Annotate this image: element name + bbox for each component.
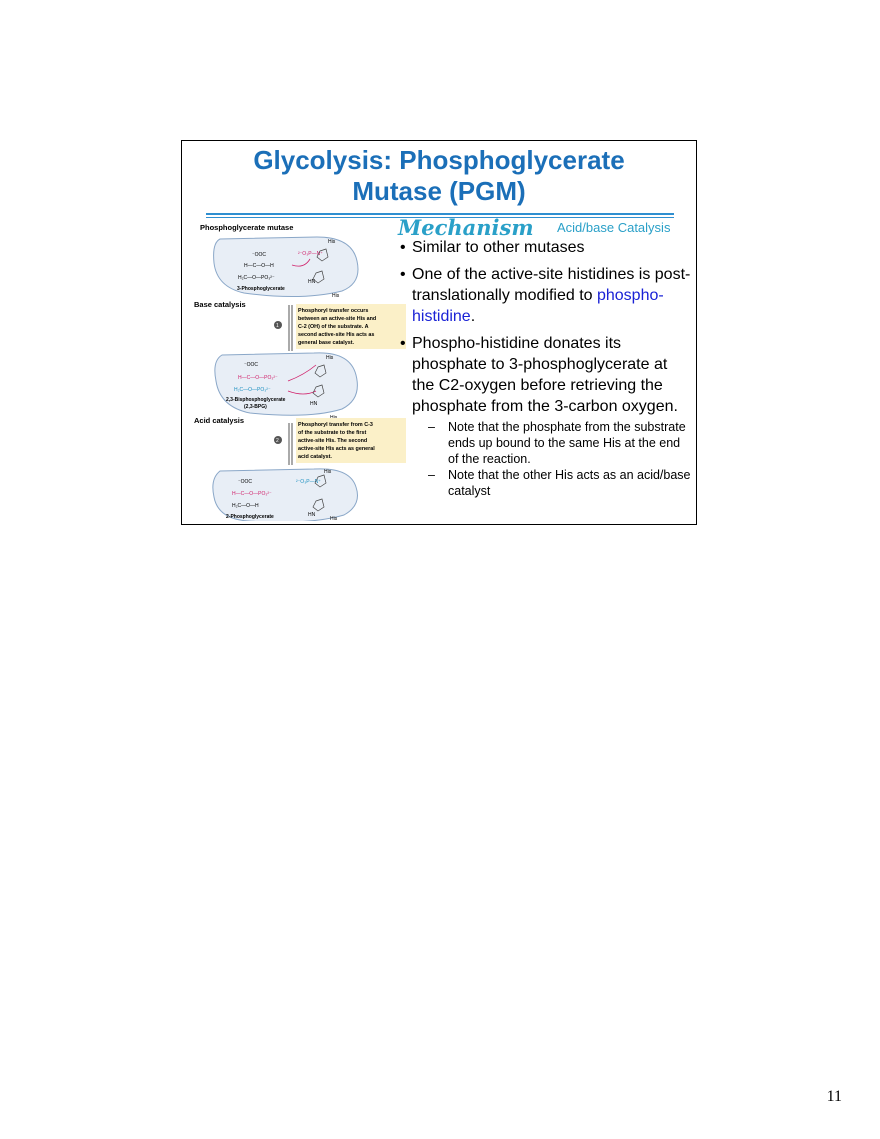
enzyme-shape-2 — [215, 353, 358, 415]
mol3-his-top: His — [324, 469, 332, 475]
bullet-dot: • — [400, 239, 406, 256]
mol2-hcopo: H—C—O—PO₃²⁻ — [238, 375, 278, 381]
step1-line: C-2 (OH) of the substrate. A — [298, 324, 369, 330]
mol2-name: 2,3-Bisphosphoglycerate — [226, 397, 286, 403]
mol1-name: 3-Phosphoglycerate — [237, 286, 285, 292]
base-catalysis-label: Base catalysis — [194, 300, 246, 309]
step1-line: second active-site His acts as — [298, 332, 375, 338]
mol1-hco: H—C—O—H — [244, 263, 274, 269]
mol2-hn: HN — [310, 401, 318, 407]
mechanism-heading: Mechanism — [398, 215, 534, 240]
enzyme-shape-1 — [214, 237, 358, 297]
mol2-his-top: His — [326, 355, 334, 361]
slide-title — [182, 145, 696, 207]
step2-num: 2 — [276, 438, 279, 444]
mol1-his-top: His — [328, 239, 336, 245]
mol3-his-bottom: His — [330, 516, 338, 521]
step2-line: active-site His acts as general — [298, 446, 375, 452]
bullet-text-end: . — [470, 308, 476, 325]
step1-line: between an active-site His and — [298, 316, 377, 322]
mol3-ooc: ⁻OOC — [238, 479, 253, 485]
step2-line: acid catalyst. — [298, 454, 332, 460]
bullet-item — [400, 264, 692, 327]
mol2-ooc: ⁻OOC — [244, 362, 259, 368]
mol1-h2co: H₂C—O—PO₃²⁻ — [238, 275, 275, 281]
step2-line: of the substrate to the first — [298, 430, 367, 436]
sub-bullet-dash: – — [428, 420, 435, 434]
title-line-1: Glycolysis: Phosphoglycerate — [253, 145, 625, 175]
page-number: 11 — [826, 1088, 842, 1105]
title-line-2: Mutase (PGM) — [352, 176, 526, 206]
mol2-abbr: (2,3-BPG) — [244, 404, 267, 410]
bullet-item — [400, 333, 692, 417]
mol2-h2co: H₂C—O—PO₃²⁻ — [234, 387, 271, 393]
sub-bullet-dash: – — [428, 468, 435, 482]
bullet-item — [400, 237, 692, 258]
bullet-text: Similar to other mutases — [412, 239, 585, 256]
mol3-hcopo: H—C—O—PO₃²⁻ — [232, 491, 272, 497]
sub-bullet-item — [400, 467, 692, 499]
mol3-h2coh: H₂C—O—H — [232, 503, 259, 509]
step2-line: active-site His. The second — [298, 438, 368, 444]
step1-line: general base catalyst. — [298, 340, 355, 346]
sub-bullet-text: Note that the phosphate from the substrate ends up bound to the same His at the end of the reaction. — [448, 420, 686, 466]
bullet-text: One of the active-site histidines is post-translationally modified to — [412, 266, 691, 304]
slide — [181, 140, 697, 525]
bullet-text: Phospho-histidine donates its phosphate to 3-phosphoglycerate at the C2-oxygen before retrieving the phosphate from the 3-carbon oxygen. — [412, 335, 678, 415]
mol1-phosphohis: ²⁻O₃P—N⁺ — [298, 251, 323, 257]
sub-bullet-text: Note that the other His acts as an acid/base catalyst — [448, 468, 691, 498]
acid-catalysis-label: Acid catalysis — [194, 416, 245, 425]
bullet-dot: • — [400, 266, 406, 283]
step1-num: 1 — [276, 323, 279, 329]
mol1-hn: HN — [308, 279, 316, 285]
mol1-ooc: ⁻OOC — [252, 252, 267, 258]
mechanism-figure — [192, 221, 407, 521]
mol1-his-bottom: His — [332, 293, 340, 299]
mol3-hn: HN — [308, 512, 316, 518]
catalysis-label: Acid/base Catalysis — [557, 220, 671, 235]
figure-title: Phosphoglycerate mutase — [200, 223, 294, 232]
mol3-name: 2-Phosphoglycerate — [226, 514, 274, 520]
bullet-list — [400, 237, 692, 499]
bullet-dot: • — [400, 335, 406, 352]
phospho-histidine-link[interactable]: phospho-histidine — [412, 287, 664, 325]
step2-line: Phosphoryl transfer from C-3 — [298, 422, 373, 428]
mol3-phosphohis: ²⁻O₃P—N⁺ — [296, 479, 321, 485]
sub-bullet-item — [400, 419, 692, 467]
step1-line: Phosphoryl transfer occurs — [298, 308, 369, 314]
